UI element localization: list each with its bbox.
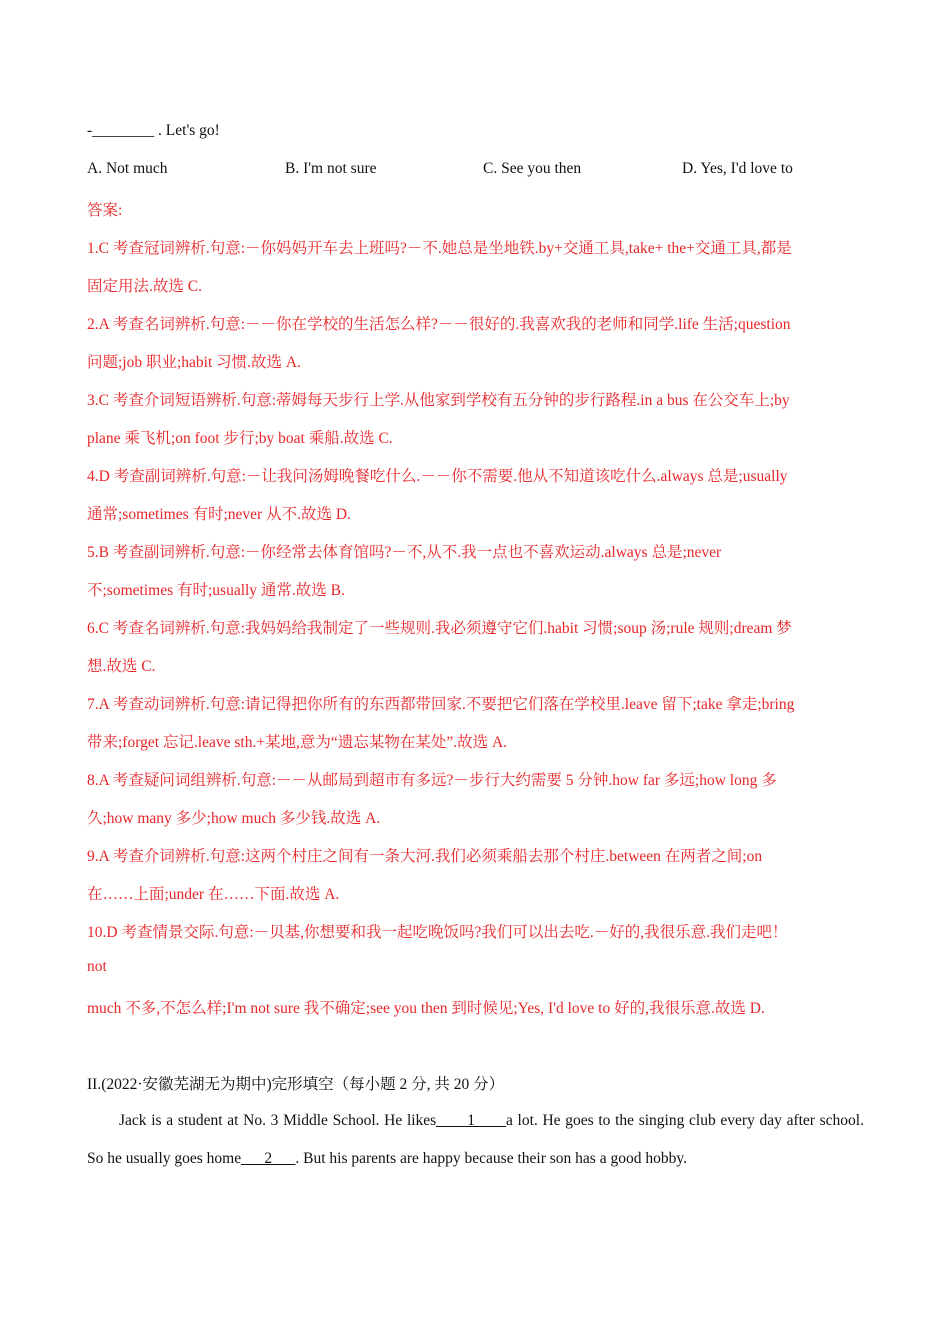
answer-9-line1: 9.A 考查介词辨析.句意:这两个村庄之间有一条大河.我们必须乘船去那个村庄.between 在两者之间;on <box>87 848 763 865</box>
cloze-blank-1: ____1____ <box>436 1112 506 1129</box>
answer-5-line1: 5.B 考查副词辨析.句意:－你经常去体育馆吗?－不,从不.我一点也不喜欢运动.always 总是;never <box>87 544 722 561</box>
answer-1-line2: 固定用法.故选 C. <box>87 278 202 295</box>
cloze-text-1: Jack is a student at No. 3 Middle School. He likes <box>119 1112 437 1129</box>
answer-8-line1: 8.A 考查疑问词组辨析.句意:－－从邮局到超市有多远?－步行大约需要 5 分钟.how far 多远;how long 多 <box>87 772 777 789</box>
answer-7-line1: 7.A 考查动词辨析.句意:请记得把你所有的东西都带回家.不要把它们落在学校里.leave 留下;take 拿走;bring <box>87 696 795 713</box>
answer-1-line1: 1.C 考查冠词辨析.句意:－你妈妈开车去上班吗?－不.她总是坐地铁.by+交通工具,take+ the+交通工具,都是 <box>87 240 792 257</box>
cloze-blank-2: ___2___ <box>241 1150 296 1167</box>
answer-2-line2: 问题;job 职业;habit 习惯.故选 A. <box>87 354 301 371</box>
answer-10-line1: 10.D 考查情景交际.句意:－贝基,你想要和我一起吃晚饭吗?我们可以出去吃.－好的,我很乐意.我们走吧！ <box>87 924 788 941</box>
cloze-paragraph <box>87 1102 864 1178</box>
answer-6-line1: 6.C 考查名词辨析.句意:我妈妈给我制定了一些规则.我必须遵守它们.habit 习惯;soup 汤;rule 规则;dream 梦 <box>87 620 792 637</box>
answer-4-line2: 通常;sometimes 有时;never 从不.故选 D. <box>87 506 351 523</box>
answer-8-line2: 久;how many 多少;how much 多少钱.故选 A. <box>87 810 381 827</box>
answer-6-line2: 想.故选 C. <box>87 658 156 675</box>
answer-5-line2: 不;sometimes 有时;usually 通常.故选 B. <box>87 582 345 599</box>
answer-4-line1: 4.D 考查副词辨析.句意:－让我问汤姆晚餐吃什么.－－你不需要.他从不知道该吃什么.always 总是;usually <box>87 468 788 485</box>
option-d: D. Yes, I'd love to <box>682 160 793 177</box>
answer-10-line3: much 不多,不怎么样;I'm not sure 我不确定;see you then 到时候见;Yes, I'd love to 好的,我很乐意.故选 D. <box>87 1000 765 1017</box>
section-heading: II.(2022·安徽芜湖无为期中)完形填空（每小题 2 分, 共 20 分） <box>87 1076 505 1093</box>
answer-3-line2: plane 乘飞机;on foot 步行;by boat 乘船.故选 C. <box>87 430 393 447</box>
cloze-text-3: . But his parents are happy because their son has a good hobby. <box>295 1150 687 1167</box>
option-c: C. See you then <box>483 160 582 177</box>
answer-9-line2: 在……上面;under 在……下面.故选 A. <box>87 886 340 903</box>
answer-label: 答案: <box>87 202 123 219</box>
answer-10-line2: not <box>87 958 107 975</box>
cloze-text-2: a lot. He goes to the singing club every day after school. So he usually goes home <box>87 1112 864 1167</box>
option-b: B. I'm not sure <box>285 160 377 177</box>
answer-2-line1: 2.A 考查名词辨析.句意:－－你在学校的生活怎么样?－－很好的.我喜欢我的老师和同学.life 生活;question <box>87 316 791 333</box>
answer-3-line1: 3.C 考查介词短语辨析.句意:蒂姆每天步行上学.从他家到学校有五分钟的步行路程.in a bus 在公交车上;by <box>87 392 790 409</box>
question-tail: -________ . Let's go! <box>87 122 220 139</box>
answer-7-line2: 带来;forget 忘记.leave sth.+某地,意为“遗忘某物在某处”.故选 A. <box>87 734 508 751</box>
option-a: A. Not much <box>87 160 168 177</box>
